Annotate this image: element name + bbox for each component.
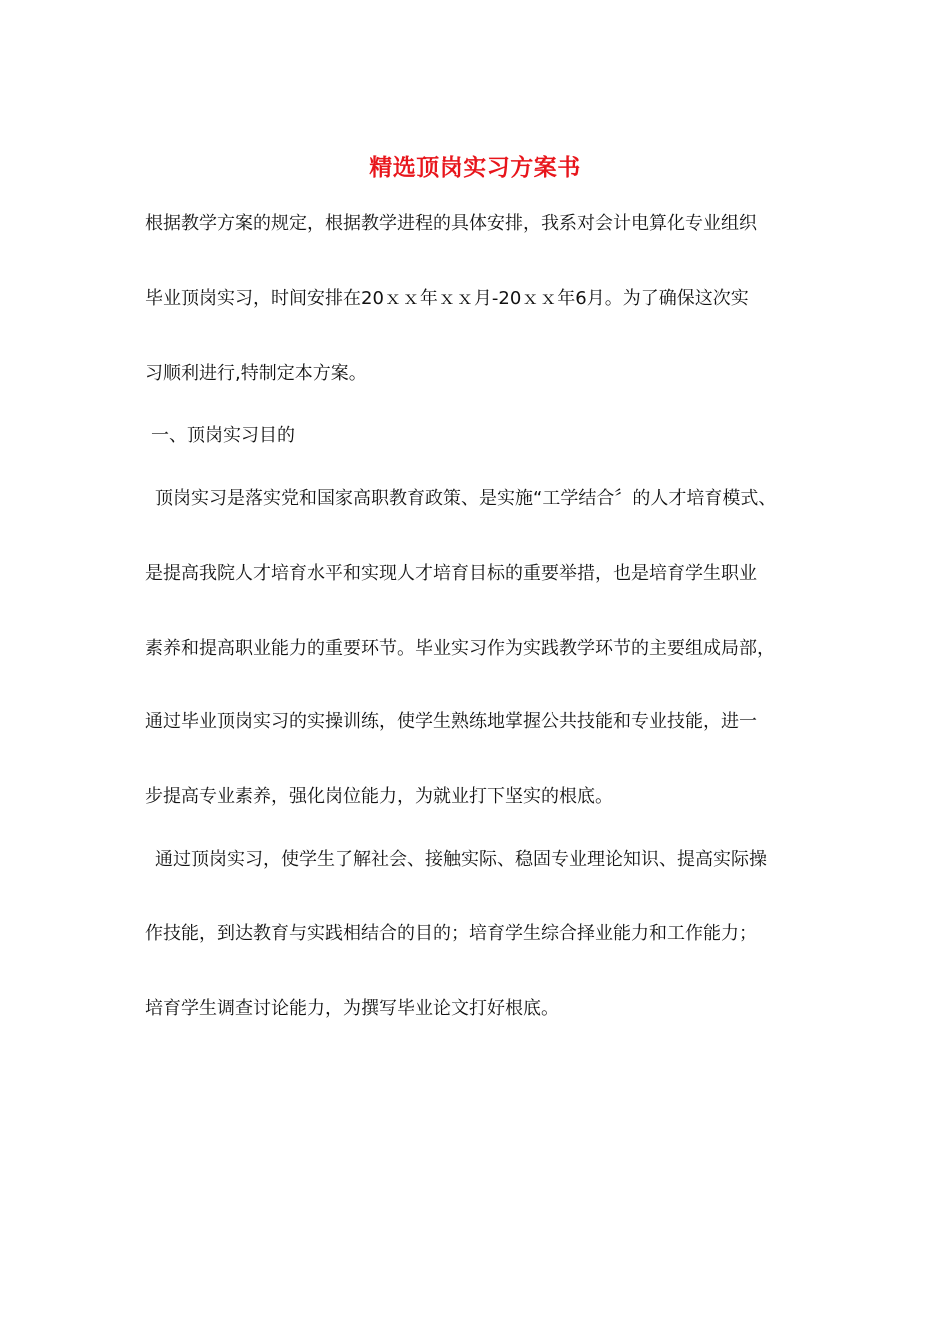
- paragraph-line: 素养和提高职业能力的重要环节。毕业实习作为实践教学环节的主要组成局部，: [145, 638, 775, 659]
- paragraph-line: 毕业顶岗实习，时间安排在20ｘｘ年ｘｘ月-20ｘｘ年6月。为了确保这次实: [145, 288, 749, 309]
- paragraph-line: 通过顶岗实习，使学生了解社会、接触实际、稳固专业理论知识、提高实际操: [155, 849, 767, 870]
- paragraph-line: 通过毕业顶岗实习的实操训练，使学生熟练地掌握公共技能和专业技能，进一: [145, 711, 757, 732]
- paragraph-line: 培育学生调查讨论能力，为撰写毕业论文打好根底。: [145, 998, 559, 1019]
- paragraph-line: 作技能，到达教育与实践相结合的目的；培育学生综合择业能力和工作能力；: [145, 923, 757, 944]
- paragraph-line: 是提高我院人才培育水平和实现人才培育目标的重要举措，也是培育学生职业: [145, 563, 757, 584]
- section-heading: 一、顶岗实习目的: [151, 425, 295, 446]
- paragraph-line: 习顺利进行,特制定本方案。: [145, 363, 367, 384]
- document-title: 精选顶岗实习方案书: [369, 154, 581, 181]
- paragraph-line: 步提高专业素养，强化岗位能力，为就业打下坚实的根底。: [145, 786, 613, 807]
- paragraph-line: 顶岗实习是落实党和国家高职教育政策、是实施“工学结合〞的人才培育模式、: [155, 488, 777, 509]
- paragraph-line: 根据教学方案的规定，根据教学进程的具体安排，我系对会计电算化专业组织: [145, 213, 757, 234]
